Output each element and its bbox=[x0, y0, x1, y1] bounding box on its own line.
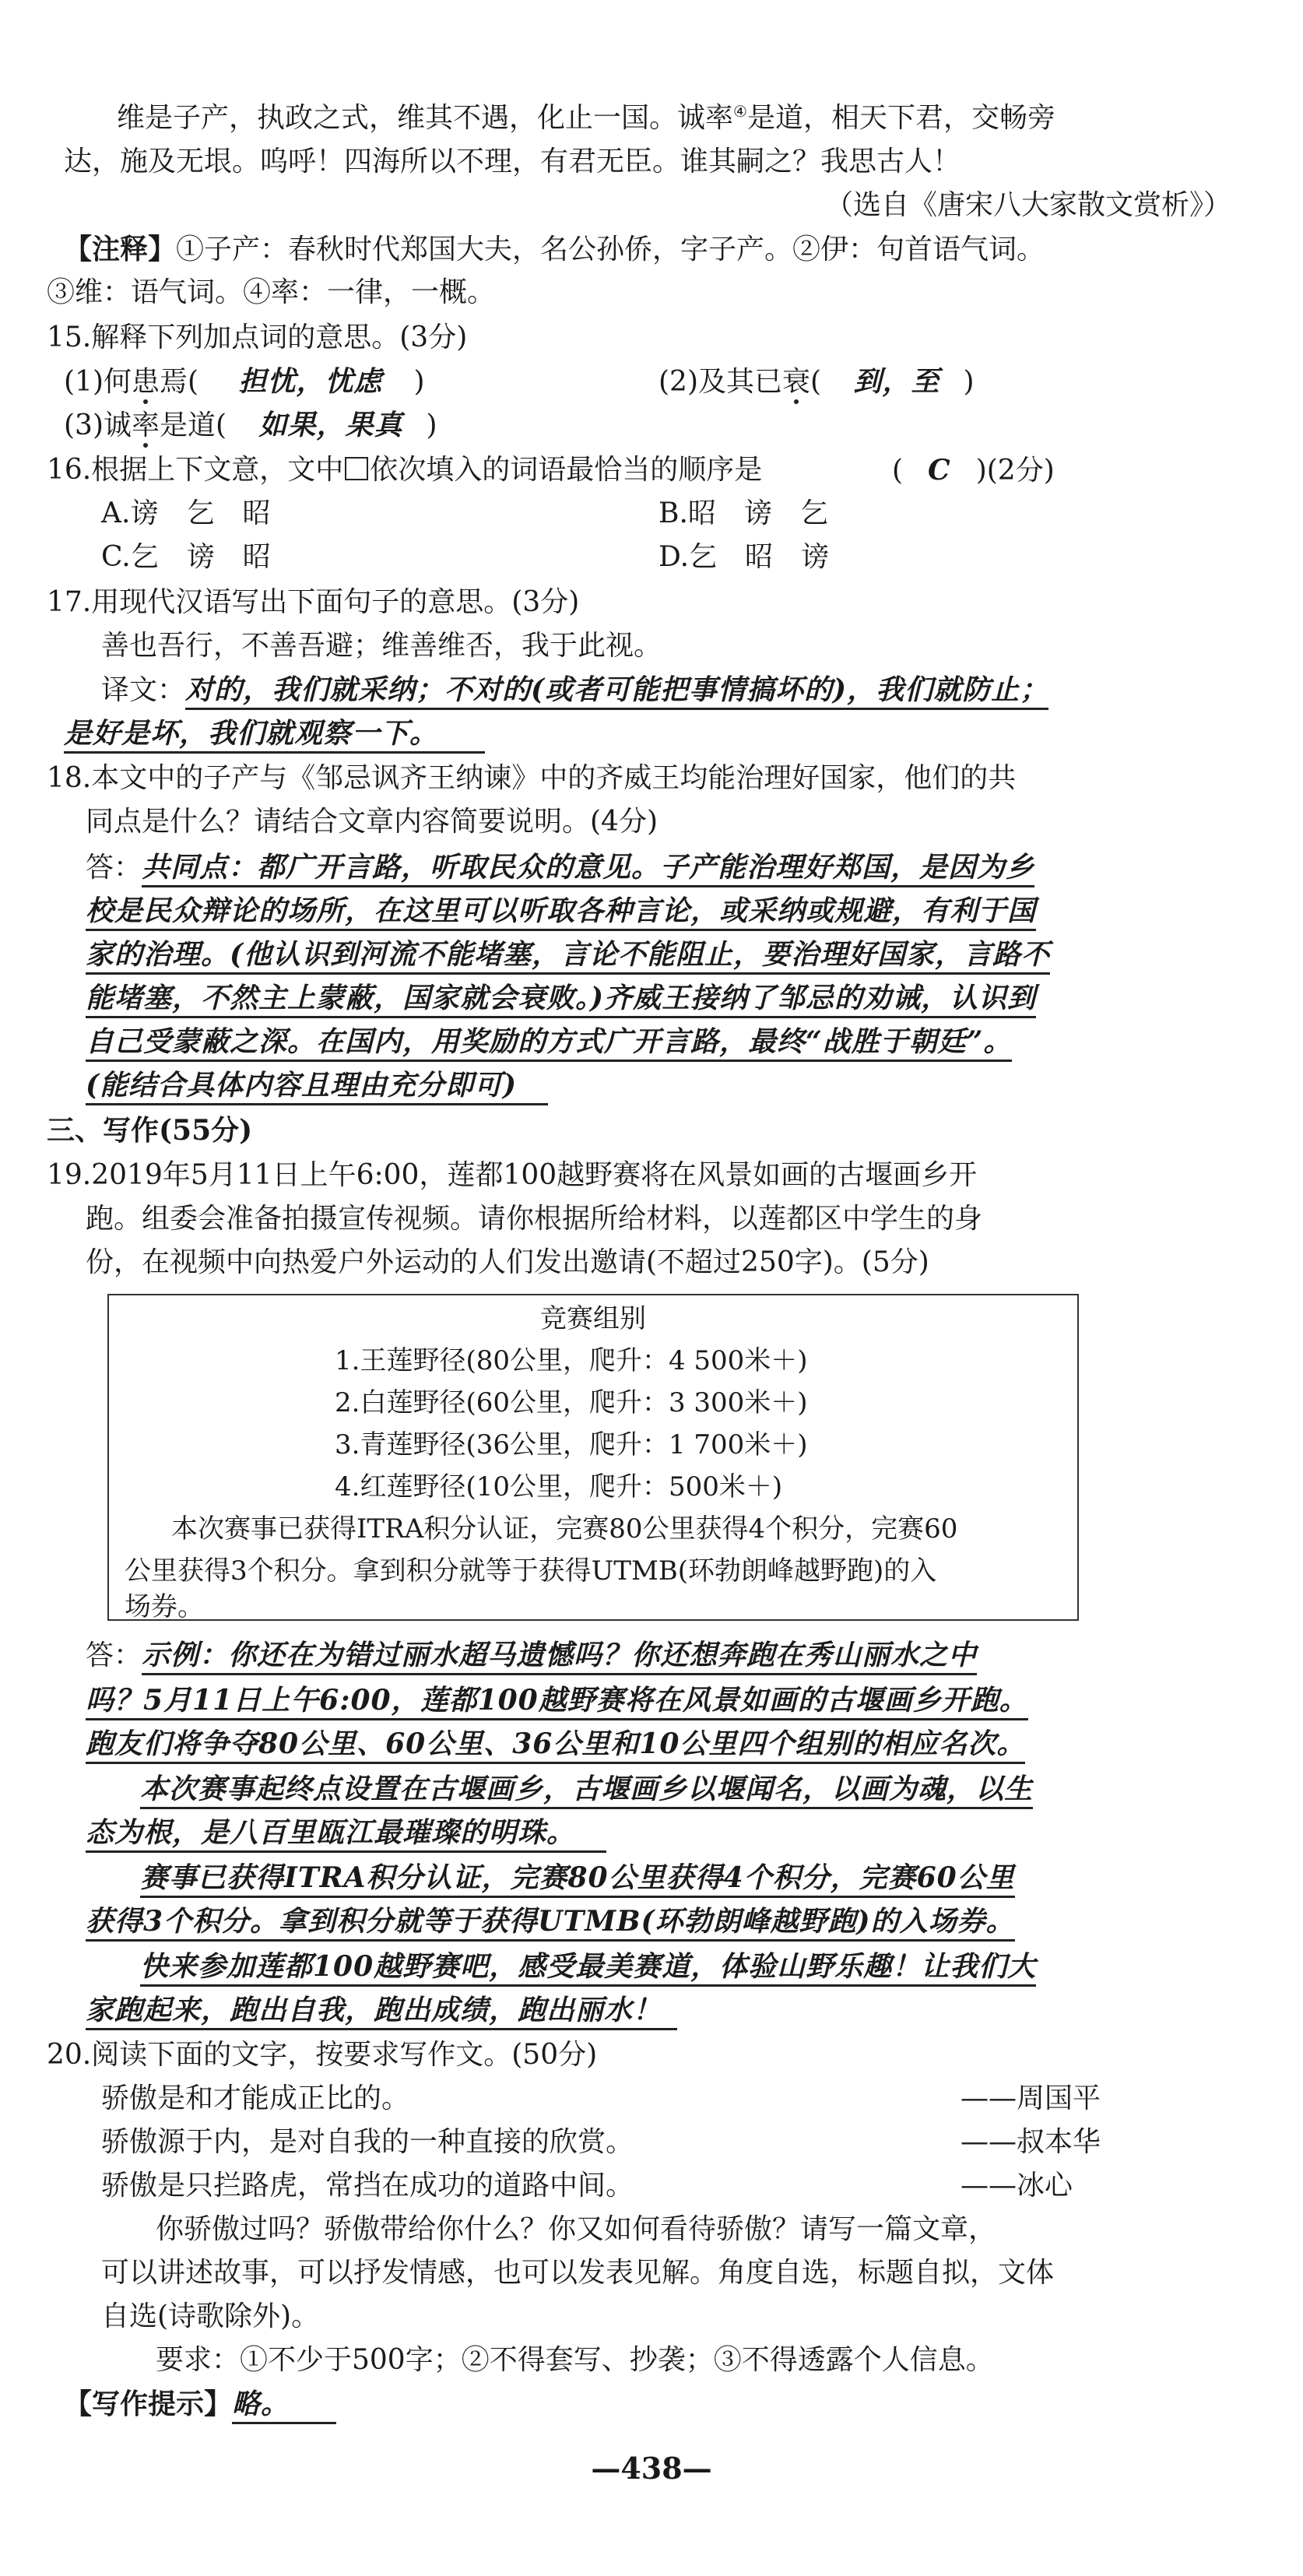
q18-answer-line-2 bbox=[86, 892, 1036, 930]
q17-sentence: 善也吾行，不善吾避；维善维否，我于此视。 bbox=[101, 630, 662, 662]
q16-answer-value: C bbox=[928, 454, 951, 487]
q19-answer-5: 态为根，是八百里瓯江最璀璨的明珠。 bbox=[86, 1816, 606, 1853]
q19-answer-line-3 bbox=[86, 1725, 1025, 1763]
box-group-3: 3.青莲野径(36公里，爬升：1 700米＋) bbox=[335, 1429, 808, 1460]
q18-answer-5: 自己受蒙蔽之深。在国内，用奖励的方式广开言路，最终“战胜于朝廷”。 bbox=[86, 1025, 1012, 1062]
passage-line-2: 达，施及无垠。呜呼！四海所以不理，有君无臣。谁其嗣之？我思古人！ bbox=[64, 146, 961, 177]
q20-tip bbox=[64, 2385, 336, 2423]
blank-box-icon bbox=[345, 457, 368, 480]
q18-answer-line-1 bbox=[86, 849, 1034, 887]
q15-p3-pre: (3)诚 bbox=[64, 409, 132, 441]
box-text-2: 公里获得3个积分。拿到积分就等于获得UTMB(环勃朗峰越野跑)的入 bbox=[125, 1555, 937, 1587]
q15-p1-close: ) bbox=[413, 366, 425, 398]
q16-option-c: C.乞 谤 昭 bbox=[101, 541, 271, 573]
box-text-3: 场券。 bbox=[125, 1591, 204, 1622]
q19-stem-1: 19.2019年5月11日上午6:00，莲都100越野赛将在风景如画的古堰画乡开 bbox=[47, 1159, 978, 1191]
q19-answer-line-1 bbox=[86, 1636, 977, 1675]
q16-answer-close: )(2分) bbox=[975, 455, 1055, 487]
notes-label: 【注释】 bbox=[64, 233, 177, 265]
box-group-4: 4.红莲野径(10公里，爬升：500米＋) bbox=[335, 1471, 783, 1502]
q19-answer-4: 本次赛事起终点设置在古堰画乡，古堰画乡以堰闻名，以画为魂，以生 bbox=[140, 1773, 1033, 1809]
q19-answer-7: 获得3个积分。拿到积分就等于获得UTMB(环勃朗峰越野跑)的入场券。 bbox=[86, 1905, 1015, 1942]
q19-label: 答： bbox=[86, 1639, 142, 1671]
q15-p1-answer: 担忧，忧虑 bbox=[238, 365, 383, 398]
q20-stem: 20.阅读下面的文字，按要求写作文。(50分) bbox=[47, 2039, 598, 2071]
q18-stem-2: 同点是什么？请结合文章内容简要说明。(4分) bbox=[86, 806, 658, 838]
q17-answer-2: 是好是坏，我们就观察一下。 bbox=[64, 717, 485, 754]
q18-answer-line-6 bbox=[86, 1067, 548, 1105]
q20-tip-answer: 略。 bbox=[232, 2388, 336, 2424]
q18-answer-line-3 bbox=[86, 936, 1050, 974]
box-group-2: 2.白莲野径(60公里，爬升：3 300米＋) bbox=[335, 1387, 808, 1418]
q18-stem-1: 18.本文中的子产与《邹忌讽齐王纳谏》中的齐威王均能治理好国家，他们的共 bbox=[47, 762, 1017, 794]
box-group-1: 1.王莲野径(80公里，爬升：4 500米＋) bbox=[335, 1345, 808, 1376]
q15-part2 bbox=[659, 363, 975, 401]
notes-text: ①子产：春秋时代郑国大夫，名公孙侨，字子产。②伊：句首语气词。 bbox=[176, 234, 1045, 265]
q15-p3-post: 是道( bbox=[160, 409, 227, 441]
q16-option-b: B.昭 谤 乞 bbox=[659, 497, 828, 529]
q18-answer-1: 共同点：都广开言路，听取民众的意见。子产能治理好郑国，是因为乡 bbox=[142, 851, 1034, 887]
q15-p2-answer: 到，至 bbox=[853, 365, 940, 398]
q19-answer-line-5 bbox=[86, 1814, 606, 1852]
q15-p2-post: ( bbox=[810, 366, 822, 398]
q18-answer-4: 能堵塞，不然主上蒙蔽，国家就会衰败。)齐威王接纳了邹忌的劝诫，认识到 bbox=[86, 982, 1036, 1018]
q15-p2-close: ) bbox=[963, 366, 975, 398]
box-title: 竞赛组别 bbox=[540, 1303, 646, 1334]
notes-line-1 bbox=[64, 230, 1045, 269]
q17-label: 译文： bbox=[101, 674, 186, 706]
q20-quote-1-author: ——周国平 bbox=[961, 2082, 1101, 2114]
box-text-1: 本次赛事已获得ITRA积分认证，完赛80公里获得4个积分，完赛60 bbox=[171, 1513, 958, 1545]
q15-p3-dot-word: 率 bbox=[132, 409, 160, 441]
q20-prompt-2: 可以讲述故事，可以抒发情感，也可以发表见解。角度自选，标题自拟，文体 bbox=[101, 2257, 1055, 2289]
q20-quote-1: 骄傲是和才能成正比的。 bbox=[101, 2082, 410, 2114]
q17-answer-line-1 bbox=[101, 671, 1048, 709]
q20-quote-2: 骄傲源于内，是对自我的一种直接的欣赏。 bbox=[101, 2126, 634, 2158]
q20-prompt-3: 自选(诗歌除外)。 bbox=[101, 2300, 320, 2332]
q16-stem-pre: 16.根据上下文意，文中 bbox=[47, 454, 344, 486]
q19-answer-line-4 bbox=[140, 1770, 1033, 1808]
q20-quote-2-author: ——叔本华 bbox=[961, 2126, 1101, 2158]
q20-quote-3: 骄傲是只拦路虎，常挡在成功的道路中间。 bbox=[101, 2170, 634, 2202]
q20-tip-label: 【写作提示】 bbox=[64, 2388, 233, 2420]
q18-label: 答： bbox=[86, 852, 142, 884]
q19-answer-line-6 bbox=[140, 1859, 1015, 1897]
q20-quote-3-author: ——冰心 bbox=[961, 2170, 1073, 2202]
q18-answer-3: 家的治理。(他认识到河流不能堵塞，言论不能阻止，要治理好国家，言路不 bbox=[86, 938, 1050, 975]
q15-p2-pre: (2)及其已 bbox=[659, 366, 782, 398]
q19-answer-9: 家跑起来，跑出自我，跑出成绩，跑出丽水！ bbox=[86, 1994, 677, 2030]
q19-answer-line-7 bbox=[86, 1903, 1015, 1941]
q19-answer-line-2 bbox=[86, 1682, 1028, 1720]
q15-p3-close: ) bbox=[426, 409, 437, 441]
q18-answer-2: 校是民众辩论的场所，在这里可以听取各种言论，或采纳或规避，有利于国 bbox=[86, 894, 1036, 931]
q19-answer-6: 赛事已获得ITRA积分认证，完赛80公里获得4个积分，完赛60公里 bbox=[140, 1861, 1015, 1898]
q20-prompt-1: 你骄傲过吗？骄傲带给你什么？你又如何看待骄傲？请写一篇文章， bbox=[156, 2213, 997, 2245]
q20-requirements: 要求：①不少于500字；②不得套写、抄袭；③不得透露个人信息。 bbox=[156, 2344, 994, 2376]
q18-answer-line-4 bbox=[86, 979, 1036, 1017]
section-3-title: 三、写作(55分) bbox=[47, 1114, 253, 1147]
note-mark: ④ bbox=[733, 102, 747, 121]
q16-option-a: A.谤 乞 昭 bbox=[101, 497, 271, 529]
passage-text-end: 是道，相天下君，交畅旁 bbox=[746, 102, 1055, 134]
q18-answer-line-5 bbox=[86, 1023, 1012, 1061]
q19-stem-3: 份，在视频中向热爱户外运动的人们发出邀请(不超过250字)。(5分) bbox=[86, 1246, 929, 1278]
q15-part1 bbox=[64, 363, 425, 401]
q15-p1-dot-word: 患 bbox=[132, 366, 160, 398]
q15-stem: 15.解释下列加点词的意思。(3分) bbox=[47, 322, 468, 353]
q16-answer bbox=[892, 452, 1055, 490]
q15-part3 bbox=[64, 406, 437, 445]
q19-answer-line-8 bbox=[140, 1948, 1036, 1986]
passage-text: 维是子产，执政之式，维其不遇，化止一国。诚率 bbox=[117, 102, 734, 134]
q15-p1-pre: (1)何 bbox=[64, 366, 132, 398]
q19-stem-2: 跑。组委会准备拍摄宣传视频。请你根据所给材料，以莲都区中学生的身 bbox=[86, 1203, 983, 1235]
q19-answer-line-9 bbox=[86, 1991, 677, 2030]
q19-answer-8: 快来参加莲都100越野赛吧，感受最美赛道，体验山野乐趣！让我们大 bbox=[140, 1950, 1036, 1987]
q19-answer-3: 跑友们将争夺80公里、60公里、36公里和10公里四个组别的相应名次。 bbox=[86, 1727, 1025, 1764]
q16-option-d: D.乞 昭 谤 bbox=[659, 541, 830, 573]
q17-answer-line-2 bbox=[64, 715, 485, 753]
page-number: —438— bbox=[591, 2451, 712, 2486]
q16-answer-open: ( bbox=[892, 455, 904, 487]
passage-source: （选自《唐宋八大家散文赏析》） bbox=[825, 189, 1232, 221]
passage-line-1 bbox=[117, 100, 1055, 137]
q15-p2-dot-word: 衰 bbox=[782, 366, 811, 398]
q15-p1-post: 焉( bbox=[160, 366, 199, 398]
q19-answer-1: 示例：你还在为错过丽水超马遗憾吗？你还想奔跑在秀山丽水之中 bbox=[142, 1639, 977, 1675]
q15-p3-answer: 如果，果真 bbox=[258, 409, 403, 441]
q16-stem-post: 依次填入的词语最恰当的顺序是 bbox=[370, 454, 763, 486]
q17-answer-1: 对的，我们就采纳；不对的(或者可能把事情搞坏的)，我们就防止； bbox=[185, 673, 1048, 710]
q16-stem bbox=[47, 452, 762, 489]
q19-answer-2: 吗？5月11日上午6:00，莲都100越野赛将在风景如画的古堰画乡开跑。 bbox=[86, 1684, 1028, 1720]
notes-line-2: ③维：语气词。④率：一律，一概。 bbox=[47, 276, 496, 308]
q17-stem: 17.用现代汉语写出下面句子的意思。(3分) bbox=[47, 586, 580, 618]
q18-answer-6: (能结合具体内容且理由充分即可) bbox=[86, 1069, 548, 1105]
